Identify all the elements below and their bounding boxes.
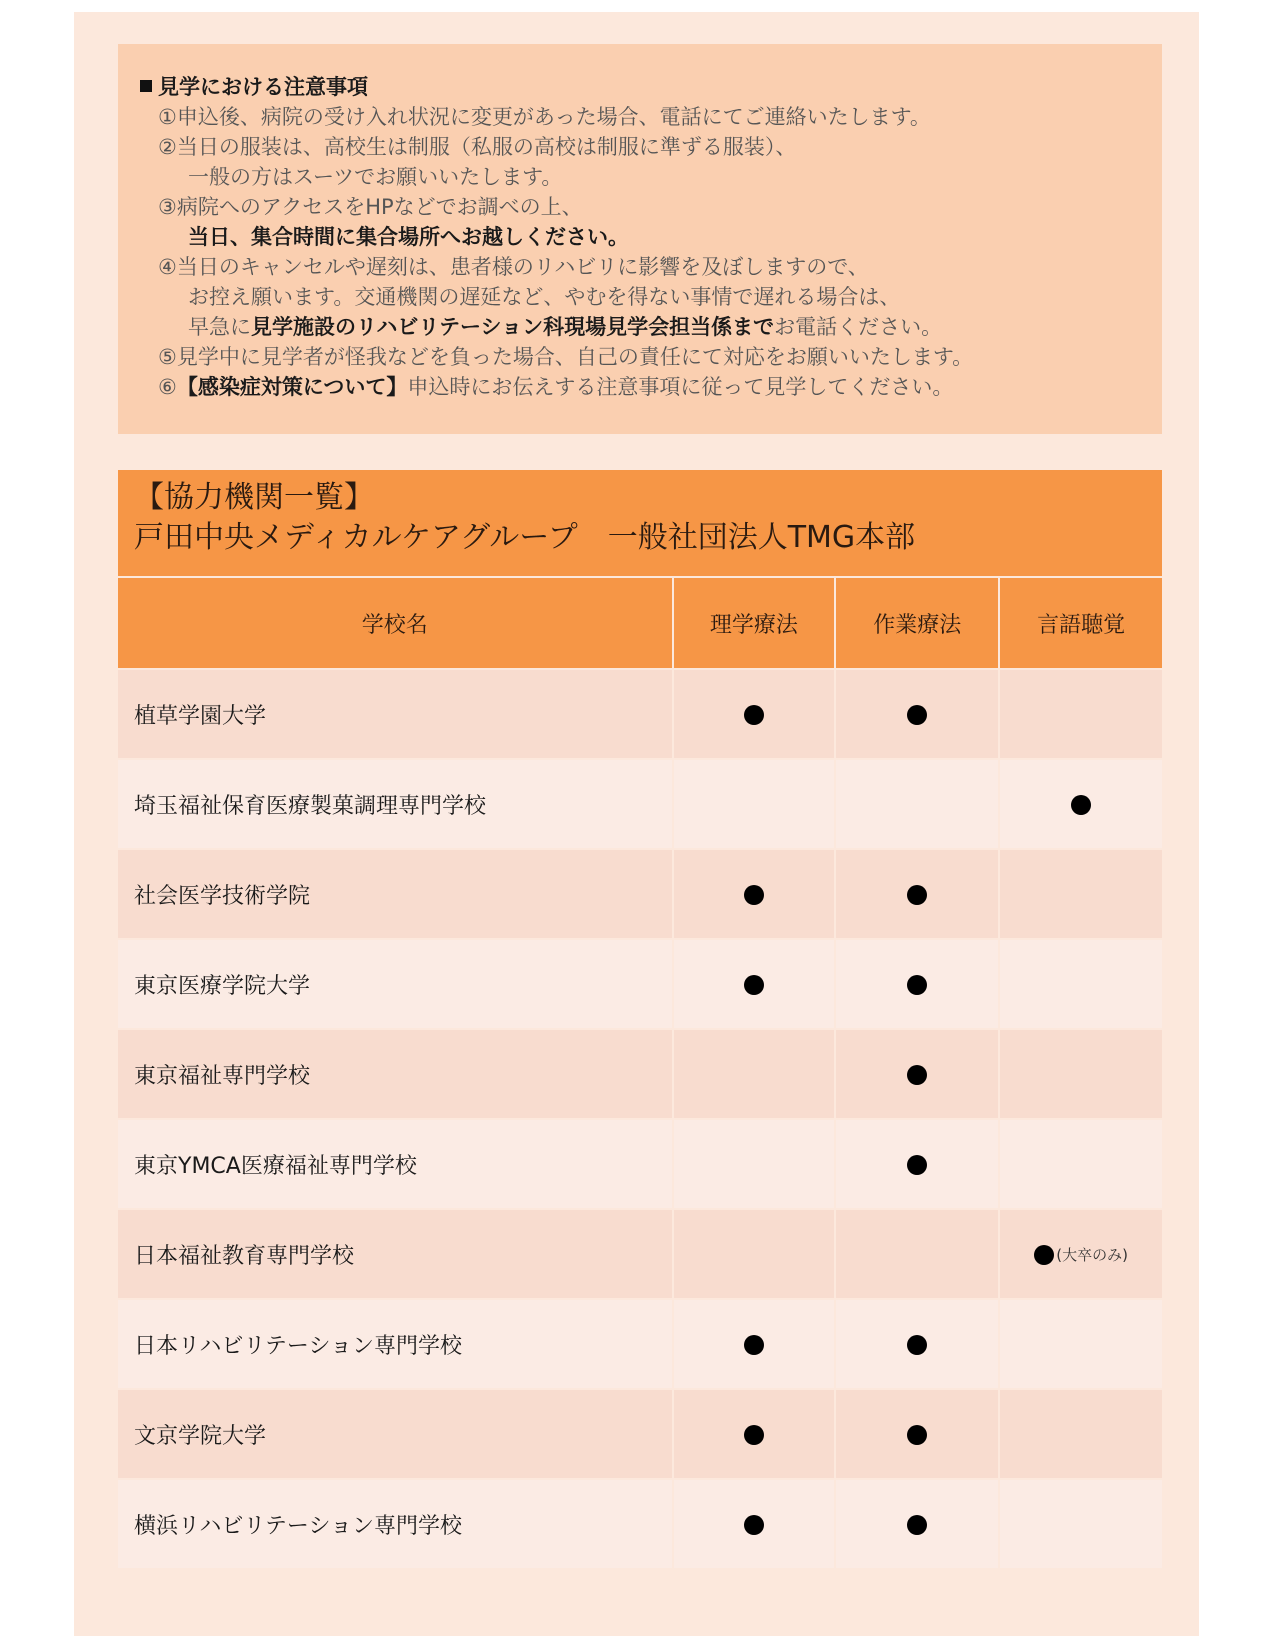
pt-cell [673,1479,836,1568]
st-cell [999,1479,1162,1568]
school-name-cell: 埼玉福祉保育医療製菓調理専門学校 [118,759,673,849]
filled-circle-icon [907,1515,927,1535]
table-row [118,1119,1162,1209]
notice-item-6-post: 申込時にお伝えする注意事項に従って見学してください。 [407,375,954,399]
filled-circle-icon [1034,1245,1054,1265]
filled-circle-icon [907,885,927,905]
ot-cell [835,1119,999,1209]
notice-item-4-cont2 [158,312,1142,342]
st-cell [999,1029,1162,1119]
notice-item-3-bold: 当日、集合時間に集合場所へお越しください。 [188,225,629,249]
st-cell [999,759,1162,849]
pt-cell [673,1119,836,1209]
table-row [118,1479,1162,1568]
partner-table-section [118,470,1162,1568]
st-cell [999,1299,1162,1389]
ot-cell [835,759,999,849]
notice-title-text: 見学における注意事項 [158,75,368,99]
ot-cell [835,1029,999,1119]
pt-cell [673,759,836,849]
partner-group-name: 戸田中央メディカルケアグループ 一般社団法人TMG本部 [134,520,916,555]
pt-cell [673,1209,836,1299]
filled-circle-icon [1071,795,1091,815]
ot-cell [835,669,999,759]
table-row [118,669,1162,759]
school-name-cell: 植草学園大学 [118,669,673,759]
school-name-cell: 東京医療学院大学 [118,939,673,1029]
notice-item-6-bold: 【感染症対策について】 [176,375,408,399]
school-name-cell: 社会医学技術学院 [118,849,673,939]
column-header-ot: 作業療法 [835,577,999,669]
ot-cell [835,1209,999,1299]
filled-circle-icon [907,705,927,725]
notice-item-4-pre: 早急に [188,315,251,339]
table-header-row [118,577,1162,669]
filled-circle-icon [907,1155,927,1175]
notice-item-2-cont: 一般の方はスーツでお願いいたします。 [188,165,563,189]
filled-circle-icon [744,975,764,995]
ot-cell [835,939,999,1029]
notice-item-4: ④当日のキャンセルや遅刻は、患者様のリハビリに影響を及ぼしますので、 [158,255,869,279]
filled-circle-icon [744,705,764,725]
table-row [118,1029,1162,1119]
notice-box [118,44,1162,434]
pt-cell [673,849,836,939]
notice-list [158,102,1142,402]
filled-circle-icon [907,1425,927,1445]
column-header-school: 学校名 [118,577,673,669]
st-cell [999,669,1162,759]
school-name-cell: 日本福祉教育専門学校 [118,1209,673,1299]
st-note: (大卒のみ) [1056,1246,1128,1264]
pt-cell [673,1029,836,1119]
st-cell [999,849,1162,939]
notice-item-6-num: ⑥ [158,375,177,399]
filled-circle-icon [907,1065,927,1085]
filled-circle-icon [744,1335,764,1355]
pt-cell [673,1299,836,1389]
filled-circle-icon [907,975,927,995]
notice-item-4-post: お電話ください。 [774,315,943,339]
partner-heading: 【協力機関一覧】 [134,480,374,515]
notice-item-6 [158,372,1142,402]
pt-cell [673,669,836,759]
partner-header [118,470,1162,576]
school-name-cell: 日本リハビリテーション専門学校 [118,1299,673,1389]
table-body [118,669,1162,1568]
ot-cell [835,849,999,939]
school-name-cell: 文京学院大学 [118,1389,673,1479]
school-name-cell: 東京YMCA医療福祉専門学校 [118,1119,673,1209]
notice-item-4-bold: 見学施設のリハビリテーション科現場見学会担当係まで [251,315,775,339]
table-row [118,1209,1162,1299]
school-name-cell: 東京福祉専門学校 [118,1029,673,1119]
school-name-cell: 横浜リハビリテーション専門学校 [118,1479,673,1568]
square-bullet-icon [140,80,152,92]
st-cell [999,939,1162,1029]
notice-item-1: ①申込後、病院の受け入れ状況に変更があった場合、電話にてご連絡いたします。 [158,105,931,129]
notice-item-2: ②当日の服装は、高校生は制服（私服の高校は制服に準ずる服装）、 [158,135,797,159]
ot-cell [835,1389,999,1479]
notice-item-4-cont: お控え願います。交通機関の遅延など、やむを得ない事情で遅れる場合は、 [188,285,901,309]
ot-cell [835,1299,999,1389]
table-row [118,1299,1162,1389]
st-cell [999,1389,1162,1479]
st-cell [999,1209,1162,1299]
notice-item-3-cont [158,222,1142,252]
column-header-st: 言語聴覚 [999,577,1162,669]
notice-item-5: ⑤見学中に見学者が怪我などを負った場合、自己の責任にて対応をお願いいたします。 [158,345,974,369]
filled-circle-icon [744,885,764,905]
table-row [118,1389,1162,1479]
filled-circle-icon [744,1515,764,1535]
ot-cell [835,1479,999,1568]
filled-circle-icon [744,1425,764,1445]
notice-item-3: ③病院へのアクセスをHPなどでお調べの上、 [158,195,583,219]
table-row [118,849,1162,939]
table-row [118,759,1162,849]
pt-cell [673,1389,836,1479]
partner-table [118,576,1162,1568]
filled-circle-icon [907,1335,927,1355]
st-cell [999,1119,1162,1209]
table-row [118,939,1162,1029]
column-header-pt: 理学療法 [673,577,836,669]
pt-cell [673,939,836,1029]
notice-title [138,72,1142,102]
